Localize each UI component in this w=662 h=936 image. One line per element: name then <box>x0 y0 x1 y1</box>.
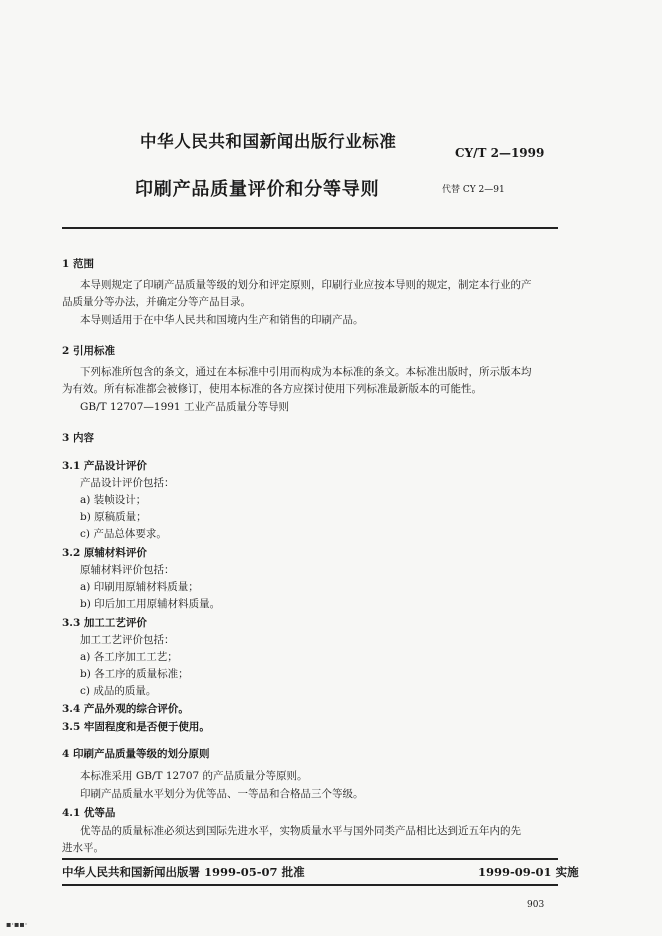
list-item: a) 印刷用原辅材料质量； <box>80 581 199 593</box>
standard-code: CY/T 2—1999 <box>455 146 545 160</box>
effective-date: 1999-09-01 实施 <box>478 865 579 879</box>
section-3-2-intro: 原辅材料评价包括： <box>80 564 175 576</box>
section-4-1-heading: 4.1 优等品 <box>62 807 116 819</box>
section-2-heading: 2 引用标准 <box>62 345 115 357</box>
document-title: 印刷产品质量评价和分等导则 <box>135 179 380 200</box>
footer-bottom-rule <box>62 884 558 886</box>
list-item: b) 印后加工用原辅材料质量。 <box>80 598 221 610</box>
section-2-paragraph-line: 下列标准所包含的条文，通过在本标准中引用而构成为本标准的条文。本标准出版时，所示版本均 <box>80 366 532 378</box>
issuing-organization: 中华人民共和国新闻出版行业标准 <box>140 132 397 151</box>
replaces-note: 代替 CY 2—91 <box>442 185 505 195</box>
section-2-paragraph-line: 为有效。所有标准都会被修订，使用本标准的各方应探讨使用下列标准最新版本的可能性。 <box>62 383 482 395</box>
section-3-4: 3.4 产品外观的综合评价。 <box>62 703 189 715</box>
list-item: b) 各工序的质量标准； <box>80 668 189 680</box>
header-rule <box>62 227 558 229</box>
section-3-heading: 3 内容 <box>62 432 94 444</box>
section-4-1-paragraph-line: 优等品的质量标准必须达到国际先进水平，实物质量水平与国外同类产品相比达到近五年内的先 <box>80 825 521 837</box>
section-3-1-heading: 3.1 产品设计评价 <box>62 460 147 472</box>
section-1-paragraph-line: 本导则规定了印刷产品质量等级的划分和评定原则，印刷行业应按本导则的规定，制定本行业的产 <box>80 279 532 291</box>
section-4-1-paragraph-line: 进水平。 <box>62 842 104 854</box>
list-item: c) 产品总体要求。 <box>80 528 167 540</box>
footer-rule <box>62 858 558 860</box>
section-3-3-intro: 加工工艺评价包括： <box>80 634 175 646</box>
list-item: c) 成品的质量。 <box>80 685 157 697</box>
referenced-standard: GB/T 12707—1991 工业产品质量分等导则 <box>80 401 289 413</box>
page-number: 903 <box>527 900 545 910</box>
approval-line: 中华人民共和国新闻出版署 1999-05-07 批准 <box>62 865 305 879</box>
list-item: b) 原稿质量； <box>80 511 147 523</box>
section-1-paragraph: 本导则适用于在中华人民共和国境内生产和销售的印刷产品。 <box>80 314 364 326</box>
section-4-paragraph: 印刷产品质量水平划分为优等品、一等品和合格品三个等级。 <box>80 788 364 800</box>
section-3-5: 3.5 牢固程度和是否便于使用。 <box>62 721 210 733</box>
section-4-paragraph: 本标准采用 GB/T 12707 的产品质量分等原则。 <box>80 770 308 782</box>
scan-mark-icon: ▪·▪▪· <box>6 920 28 929</box>
list-item: a) 各工序加工工艺； <box>80 651 178 663</box>
section-4-heading: 4 印刷产品质量等级的划分原则 <box>62 748 210 760</box>
section-3-3-heading: 3.3 加工工艺评价 <box>62 617 147 629</box>
section-3-2-heading: 3.2 原辅材料评价 <box>62 547 147 559</box>
section-3-1-intro: 产品设计评价包括： <box>80 477 175 489</box>
section-1-heading: 1 范围 <box>62 258 94 270</box>
list-item: a) 装帧设计； <box>80 494 147 506</box>
section-1-paragraph-line: 品质量分等办法，并确定分等产品目录。 <box>62 296 251 308</box>
